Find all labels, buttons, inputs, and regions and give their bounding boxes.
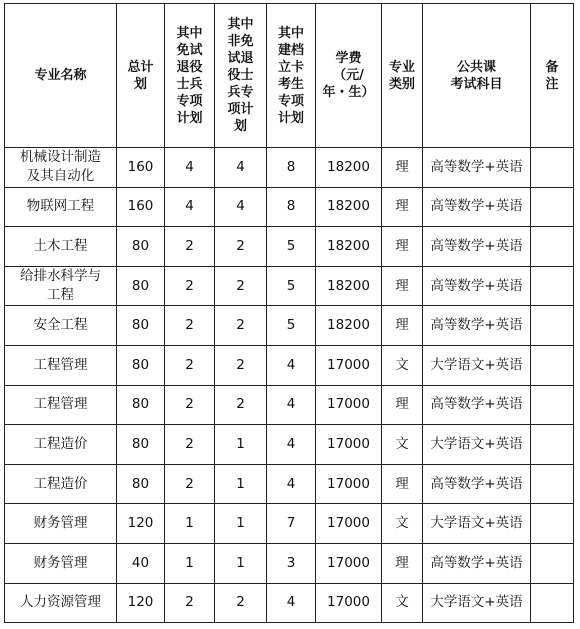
total-plan-cell (117, 266, 165, 306)
exam-subjects-cell-text: 高等数学+英语 (430, 198, 523, 215)
tuition-cell (316, 187, 382, 227)
major-name-cell (5, 425, 117, 465)
category-cell-text: 理 (395, 554, 409, 571)
tuition-cell (316, 148, 382, 188)
total-plan-cell (117, 345, 165, 385)
exempt-veteran-cell-text: 2 (185, 277, 194, 294)
poverty-plan-cell (267, 266, 316, 306)
table-row (5, 227, 574, 267)
exempt-veteran-cell-text: 2 (185, 594, 194, 611)
poverty-plan-cell (267, 187, 316, 227)
total-plan-cell (117, 306, 165, 346)
exam-subjects-cell (423, 464, 531, 504)
poverty-plan-cell-text: 8 (286, 198, 296, 215)
poverty-plan-cell-text: 3 (286, 554, 296, 571)
tuition-cell (316, 345, 382, 385)
exempt-veteran-cell (165, 504, 215, 544)
major-name-cell (5, 306, 117, 346)
nonexempt-veteran-cell (215, 345, 267, 385)
tuition-cell (316, 543, 382, 583)
total-plan-cell-text: 160 (127, 158, 154, 175)
tuition-cell-text: 18200 (327, 317, 370, 334)
major-name-cell-text: 工程管理 (33, 396, 88, 413)
total-plan-cell-text: 80 (131, 475, 150, 492)
exam-subjects-cell-text: 高等数学+英语 (430, 396, 523, 413)
total-plan-cell (117, 425, 165, 465)
category-cell-text: 理 (395, 158, 409, 175)
exam-subjects-cell (423, 425, 531, 465)
total-plan-cell-text: 80 (131, 435, 150, 452)
exam-subjects-cell (423, 227, 531, 267)
category-cell (382, 266, 423, 306)
poverty-plan-cell (267, 504, 316, 544)
header-row (5, 4, 574, 148)
major-name-cell-text: 财务管理 (33, 515, 88, 532)
table-row (5, 148, 574, 188)
poverty-plan-cell (267, 385, 316, 425)
major-name-cell-text: 给排水科学与 工程 (20, 268, 101, 304)
exempt-veteran-cell-text: 2 (185, 237, 194, 254)
exempt-veteran-cell (165, 266, 215, 306)
header-exempt-veteran-plan: 其中 免试 退役 士兵 专项 计划 (165, 4, 215, 148)
header-category: 专业 类别 (382, 4, 423, 148)
nonexempt-veteran-cell-text: 1 (236, 435, 245, 452)
nonexempt-veteran-cell-text: 1 (236, 515, 245, 532)
exempt-veteran-cell (165, 385, 215, 425)
nonexempt-veteran-cell (215, 266, 267, 306)
tuition-cell-text: 17000 (327, 356, 370, 373)
total-plan-cell (117, 543, 165, 583)
nonexempt-veteran-cell-text: 1 (236, 475, 245, 492)
poverty-plan-cell (267, 583, 316, 623)
nonexempt-veteran-cell (215, 464, 267, 504)
exam-subjects-cell-text: 高等数学+英语 (430, 158, 523, 175)
tuition-cell (316, 583, 382, 623)
poverty-plan-cell (267, 148, 316, 188)
category-cell (382, 187, 423, 227)
poverty-plan-cell (267, 425, 316, 465)
remarks-cell (531, 504, 574, 544)
major-name-cell (5, 148, 117, 188)
tuition-cell (316, 266, 382, 306)
total-plan-cell-text: 80 (131, 317, 150, 334)
exempt-veteran-cell (165, 583, 215, 623)
remarks-cell (531, 266, 574, 306)
tuition-cell-text: 17000 (327, 554, 370, 571)
nonexempt-veteran-cell-text: 1 (236, 554, 245, 571)
exam-subjects-cell (423, 543, 531, 583)
tuition-cell (316, 464, 382, 504)
remarks-cell (531, 187, 574, 227)
exempt-veteran-cell-text: 4 (185, 198, 194, 215)
major-name-cell-text: 财务管理 (33, 554, 88, 571)
major-name-cell (5, 583, 117, 623)
tuition-cell-text: 18200 (327, 277, 370, 294)
header-poverty-plan: 其中 建档 立卡 考生 专项 计划 (267, 4, 316, 148)
table-row (5, 543, 574, 583)
category-cell (382, 504, 423, 544)
tuition-cell-text: 18200 (327, 198, 370, 215)
table-row (5, 464, 574, 504)
major-name-cell (5, 345, 117, 385)
tuition-cell (316, 425, 382, 465)
total-plan-cell-text: 160 (127, 198, 154, 215)
poverty-plan-cell (267, 464, 316, 504)
nonexempt-veteran-cell-text: 2 (236, 237, 245, 254)
category-cell-text: 理 (395, 475, 409, 492)
exam-subjects-cell (423, 148, 531, 188)
tuition-cell-text: 17000 (327, 475, 370, 492)
exam-subjects-cell (423, 385, 531, 425)
poverty-plan-cell-text: 4 (286, 356, 296, 373)
exam-subjects-cell-text: 高等数学+英语 (430, 237, 523, 254)
exam-subjects-cell (423, 306, 531, 346)
remarks-cell (531, 148, 574, 188)
major-name-cell (5, 464, 117, 504)
major-name-cell (5, 543, 117, 583)
exempt-veteran-cell-text: 2 (185, 396, 194, 413)
remarks-cell (531, 583, 574, 623)
exam-subjects-cell (423, 187, 531, 227)
total-plan-cell-text: 120 (127, 594, 154, 611)
total-plan-cell-text: 120 (127, 515, 154, 532)
poverty-plan-cell-text: 5 (286, 237, 296, 254)
remarks-cell (531, 464, 574, 504)
category-cell-text: 文 (395, 356, 409, 373)
exam-subjects-cell (423, 345, 531, 385)
major-name-cell (5, 187, 117, 227)
remarks-cell (531, 425, 574, 465)
poverty-plan-cell-text: 5 (286, 277, 296, 294)
nonexempt-veteran-cell-text: 2 (236, 356, 245, 373)
nonexempt-veteran-cell (215, 385, 267, 425)
exam-subjects-cell-text: 高等数学+英语 (430, 317, 523, 334)
major-name-cell (5, 385, 117, 425)
nonexempt-veteran-cell (215, 227, 267, 267)
tuition-cell-text: 17000 (327, 594, 370, 611)
tuition-cell-text: 18200 (327, 158, 370, 175)
poverty-plan-cell-text: 4 (286, 396, 296, 413)
header-remarks: 备 注 (531, 4, 574, 148)
total-plan-cell-text: 80 (131, 396, 150, 413)
total-plan-cell-text: 80 (131, 237, 150, 254)
exempt-veteran-cell (165, 543, 215, 583)
poverty-plan-cell (267, 227, 316, 267)
total-plan-cell (117, 148, 165, 188)
table-row (5, 425, 574, 465)
exempt-veteran-cell-text: 1 (185, 554, 194, 571)
category-cell-text: 理 (395, 317, 409, 334)
exempt-veteran-cell (165, 187, 215, 227)
nonexempt-veteran-cell (215, 583, 267, 623)
exam-subjects-cell-text: 大学语文+英语 (430, 356, 523, 373)
poverty-plan-cell (267, 306, 316, 346)
total-plan-cell-text: 40 (131, 554, 150, 571)
category-cell (382, 543, 423, 583)
major-name-cell-text: 物联网工程 (26, 198, 95, 215)
nonexempt-veteran-cell-text: 2 (236, 594, 245, 611)
category-cell-text: 理 (395, 277, 409, 294)
major-name-cell-text: 工程造价 (33, 435, 88, 452)
major-name-cell-text: 安全工程 (33, 317, 88, 334)
major-name-cell (5, 504, 117, 544)
category-cell-text: 文 (395, 435, 409, 452)
total-plan-cell (117, 464, 165, 504)
header-tuition: 学费 （元/ 年・生） (316, 4, 382, 148)
remarks-cell (531, 345, 574, 385)
category-cell (382, 306, 423, 346)
major-name-cell-text: 人力资源管理 (20, 594, 101, 611)
category-cell-text: 理 (395, 237, 409, 254)
nonexempt-veteran-cell-text: 2 (236, 277, 245, 294)
nonexempt-veteran-cell-text: 4 (236, 158, 245, 175)
table-body (5, 148, 574, 623)
total-plan-cell-text: 80 (131, 356, 150, 373)
nonexempt-veteran-cell (215, 306, 267, 346)
category-cell (382, 583, 423, 623)
nonexempt-veteran-cell (215, 425, 267, 465)
table-row (5, 266, 574, 306)
major-name-cell-text: 工程造价 (33, 475, 88, 492)
enrollment-plan-table (4, 3, 574, 623)
poverty-plan-cell-text: 4 (286, 475, 296, 492)
poverty-plan-cell (267, 543, 316, 583)
category-cell (382, 345, 423, 385)
category-cell (382, 464, 423, 504)
nonexempt-veteran-cell-text: 4 (236, 198, 245, 215)
nonexempt-veteran-cell-text: 2 (236, 317, 245, 334)
table-row (5, 385, 574, 425)
category-cell (382, 385, 423, 425)
poverty-plan-cell-text: 8 (286, 158, 296, 175)
total-plan-cell (117, 227, 165, 267)
poverty-plan-cell-text: 4 (286, 594, 296, 611)
tuition-cell (316, 227, 382, 267)
major-name-cell (5, 266, 117, 306)
exempt-veteran-cell (165, 464, 215, 504)
category-cell (382, 425, 423, 465)
poverty-plan-cell-text: 4 (286, 435, 296, 452)
exam-subjects-cell-text: 高等数学+英语 (430, 277, 523, 294)
total-plan-cell (117, 187, 165, 227)
remarks-cell (531, 385, 574, 425)
exempt-veteran-cell (165, 148, 215, 188)
table-row (5, 345, 574, 385)
tuition-cell (316, 504, 382, 544)
header-major-name: 专业名称 (5, 4, 117, 148)
exam-subjects-cell-text: 大学语文+英语 (430, 515, 523, 532)
table-row (5, 306, 574, 346)
total-plan-cell (117, 583, 165, 623)
total-plan-cell (117, 504, 165, 544)
total-plan-cell (117, 385, 165, 425)
major-name-cell-text: 工程管理 (33, 356, 88, 373)
exempt-veteran-cell (165, 306, 215, 346)
nonexempt-veteran-cell (215, 187, 267, 227)
remarks-cell (531, 227, 574, 267)
exempt-veteran-cell (165, 425, 215, 465)
exempt-veteran-cell-text: 4 (185, 158, 194, 175)
poverty-plan-cell-text: 5 (286, 317, 296, 334)
nonexempt-veteran-cell (215, 504, 267, 544)
enrollment-table-container (4, 3, 574, 623)
tuition-cell-text: 18200 (327, 237, 370, 254)
major-name-cell (5, 227, 117, 267)
table-row (5, 187, 574, 227)
poverty-plan-cell-text: 7 (286, 515, 296, 532)
remarks-cell (531, 306, 574, 346)
exempt-veteran-cell-text: 2 (185, 475, 194, 492)
exempt-veteran-cell (165, 345, 215, 385)
exempt-veteran-cell-text: 1 (185, 515, 194, 532)
category-cell-text: 理 (395, 198, 409, 215)
table-row (5, 583, 574, 623)
poverty-plan-cell (267, 345, 316, 385)
exam-subjects-cell-text: 大学语文+英语 (430, 435, 523, 452)
nonexempt-veteran-cell (215, 543, 267, 583)
tuition-cell-text: 17000 (327, 435, 370, 452)
major-name-cell-text: 机械设计制造 及其自动化 (20, 149, 101, 185)
header-exam-subjects: 公共课 考试科目 (423, 4, 531, 148)
nonexempt-veteran-cell (215, 148, 267, 188)
total-plan-cell-text: 80 (131, 277, 150, 294)
table-row (5, 504, 574, 544)
exempt-veteran-cell (165, 227, 215, 267)
category-cell-text: 理 (395, 396, 409, 413)
category-cell (382, 148, 423, 188)
exam-subjects-cell (423, 583, 531, 623)
major-name-cell-text: 土木工程 (33, 237, 88, 254)
exempt-veteran-cell-text: 2 (185, 317, 194, 334)
exam-subjects-cell (423, 504, 531, 544)
category-cell-text: 文 (395, 594, 409, 611)
nonexempt-veteran-cell-text: 2 (236, 396, 245, 413)
exam-subjects-cell-text: 大学语文+英语 (430, 594, 523, 611)
category-cell (382, 227, 423, 267)
tuition-cell (316, 385, 382, 425)
tuition-cell (316, 306, 382, 346)
header-nonexempt-veteran-plan: 其中 非免 试退 役士 兵专 项计 划 (215, 4, 267, 148)
exempt-veteran-cell-text: 2 (185, 435, 194, 452)
exempt-veteran-cell-text: 2 (185, 356, 194, 373)
exam-subjects-cell-text: 高等数学+英语 (430, 475, 523, 492)
tuition-cell-text: 17000 (327, 515, 370, 532)
exam-subjects-cell (423, 266, 531, 306)
tuition-cell-text: 17000 (327, 396, 370, 413)
category-cell-text: 文 (395, 515, 409, 532)
exam-subjects-cell-text: 高等数学+英语 (430, 554, 523, 571)
remarks-cell (531, 543, 574, 583)
header-total-plan: 总计 划 (117, 4, 165, 148)
